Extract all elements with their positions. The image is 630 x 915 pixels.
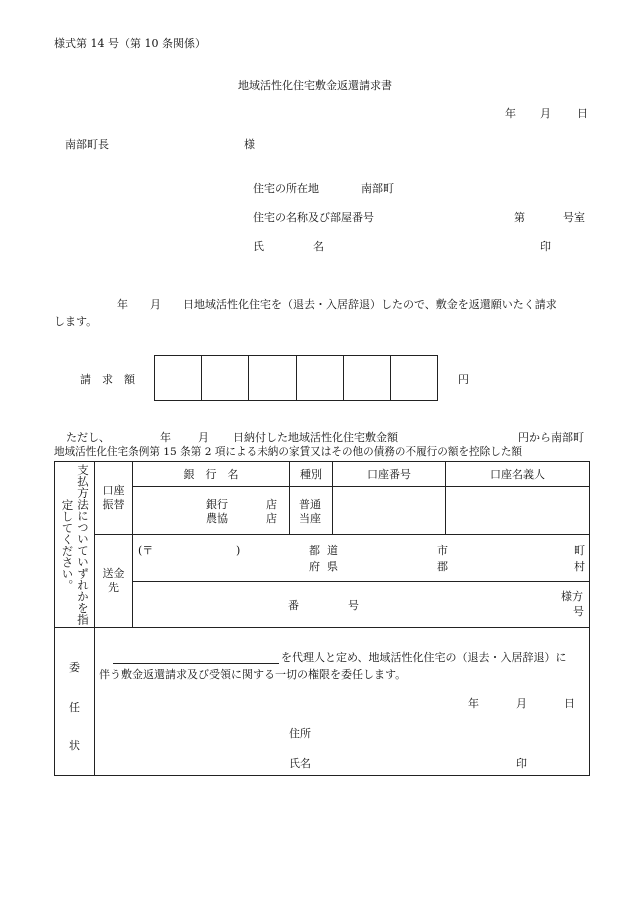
proviso-line-2: 地域活性化住宅条例第 15 条第 2 項による未納の家賃又はその他の債務の不履行の額を控除した額	[54, 446, 523, 458]
honorific: 様	[244, 138, 255, 151]
amount-digit-box[interactable]	[155, 356, 201, 400]
proxy-text-2: 伴う敷金返還請求及び受領に関する一切の権限を委任します。	[99, 667, 407, 681]
col-account-no: 口座番号	[333, 462, 446, 487]
request-year: 年	[117, 298, 128, 311]
proxy-name-field[interactable]	[113, 652, 279, 664]
proxy-name-label: 氏名	[289, 756, 311, 770]
addressee: 南部町長	[65, 138, 109, 151]
remit-address-detail-field[interactable]: 番 号 様方 号	[133, 582, 590, 628]
location-label: 住宅の所在地	[253, 182, 319, 195]
amount-digit-box[interactable]	[201, 356, 248, 400]
proxy-text-1: を代理人と定め、地域活性化住宅の（退去・入居辞退）に	[281, 650, 567, 664]
remit-address-field[interactable]: (〒 ) 都 道 府 県 市 郡 町 村	[133, 535, 590, 582]
amount-boxes[interactable]	[154, 355, 438, 401]
request-month: 月	[150, 298, 161, 311]
room-suffix: 号室	[563, 211, 585, 224]
bank-name-field[interactable]: 銀行 店 農協 店	[133, 487, 290, 535]
name-label-1: 氏	[253, 240, 264, 253]
amount-unit: 円	[458, 373, 469, 386]
location-value[interactable]: 南部町	[361, 182, 394, 195]
amount-digit-box[interactable]	[248, 356, 295, 400]
document-title: 地域活性化住宅敷金返還請求書	[238, 79, 392, 92]
request-text-2: します。	[54, 315, 98, 328]
name-label-2: 名	[313, 240, 324, 253]
type-futsu[interactable]: 普通	[299, 497, 321, 511]
col-type: 種別	[290, 462, 333, 487]
proxy-label: 委 任 状	[55, 628, 95, 776]
room-dai: 第	[514, 211, 525, 224]
payment-method-side-label: 支払方法についていずれかを指定してください。	[55, 462, 95, 628]
type-toza[interactable]: 当座	[299, 511, 321, 525]
proxy-month: 月	[516, 696, 527, 710]
amount-digit-box[interactable]	[390, 356, 437, 400]
proviso-prefix: ただし、	[66, 431, 110, 444]
applicant-seal: 印	[540, 240, 551, 253]
account-no-field[interactable]	[333, 487, 446, 535]
form-number: 様式第 14 号（第 10 条関係）	[54, 37, 206, 50]
name-room-label: 住宅の名称及び部屋番号	[253, 211, 374, 224]
col-bank-name: 銀 行 名	[133, 462, 290, 487]
amount-label: 請 求 額	[80, 373, 135, 386]
account-type-field[interactable]	[290, 487, 333, 535]
request-text-1: 日地域活性化住宅を（退去・入居辞退）したので、敷金を返還願いたく請求	[183, 298, 557, 311]
proxy-year: 年	[468, 696, 479, 710]
proviso-mid: 日納付した地域活性化住宅敷金額	[233, 431, 398, 444]
amount-digit-box[interactable]	[343, 356, 390, 400]
payment-table	[54, 461, 590, 776]
proxy-address-label: 住所	[289, 726, 311, 740]
proviso-year: 年	[160, 431, 171, 444]
amount-digit-box[interactable]	[296, 356, 343, 400]
day-label: 日	[577, 107, 588, 120]
proxy-body	[95, 628, 590, 776]
proviso-month: 月	[198, 431, 209, 444]
month-label: 月	[540, 107, 551, 120]
proviso-end: 円から南部町	[518, 431, 584, 444]
proxy-day: 日	[564, 696, 575, 710]
proxy-seal: 印	[516, 756, 527, 770]
remit-label: 送金 先	[95, 535, 133, 628]
account-holder-field[interactable]	[446, 487, 590, 535]
col-account-holder: 口座名義人	[446, 462, 590, 487]
transfer-label: 口座 振替	[95, 462, 133, 535]
year-label: 年	[505, 107, 516, 120]
